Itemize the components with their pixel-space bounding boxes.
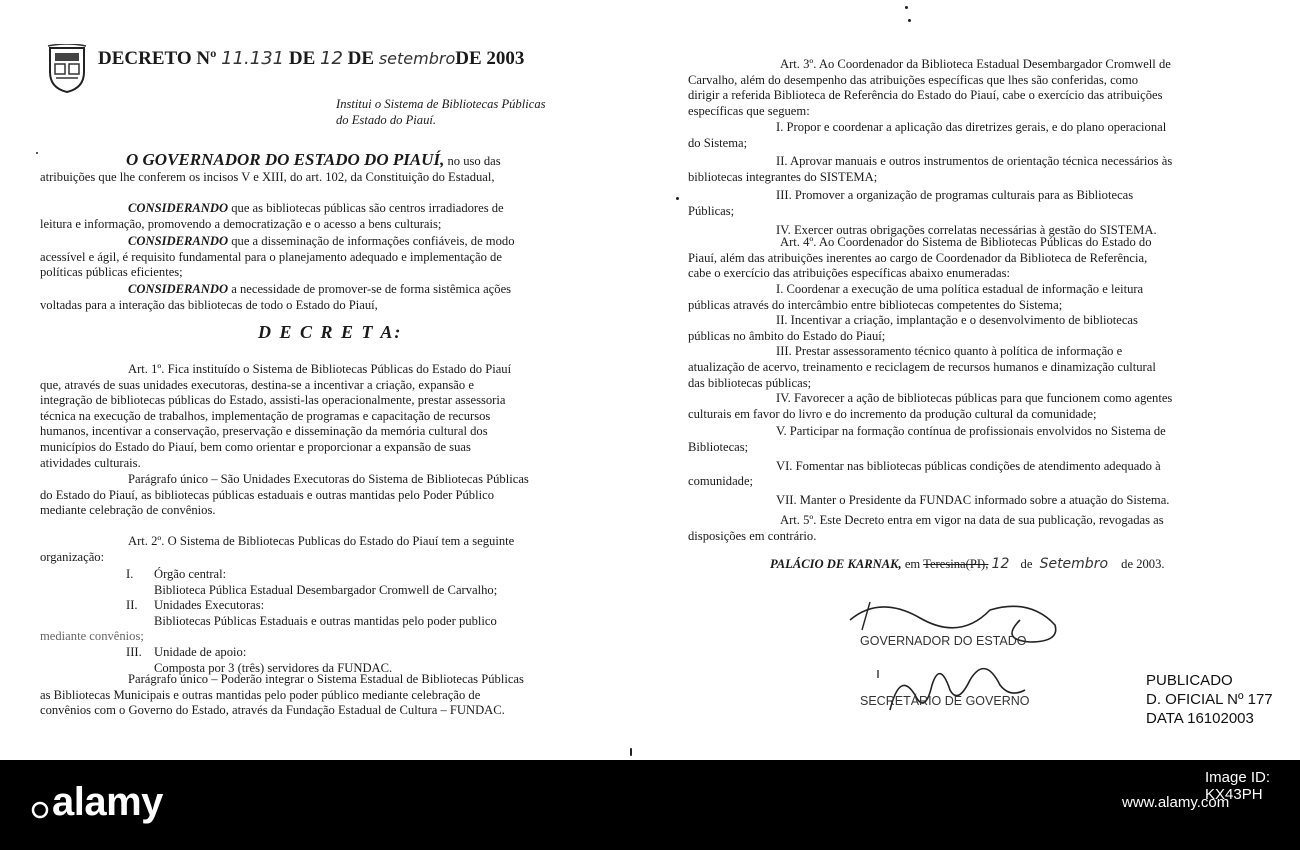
article-3 <box>688 57 1246 119</box>
watermark-band <box>0 760 1300 850</box>
list-item <box>40 598 602 614</box>
item-text: Bibliotecas; <box>688 439 749 454</box>
item-text: do Sistema; <box>688 135 748 150</box>
list-item <box>688 188 1246 219</box>
article-text: Parágrafo único – Poderão integrar o Sistema Estadual de Bibliotecas Públicas <box>128 672 524 686</box>
list-item <box>688 493 1246 509</box>
right-page <box>670 0 1260 760</box>
item-text: bibliotecas integrantes do SISTEMA; <box>688 169 878 184</box>
decree-number: 11.131 <box>221 48 285 69</box>
considerando-text: voltadas para a interação das bibliotecas de todo o Estado do Piauí, <box>40 297 378 312</box>
article-text: cabe o exercício das atribuições específicas abaixo enumeradas: <box>688 266 1011 281</box>
scan-speck <box>905 6 908 9</box>
article-text: Piauí, além das atribuições inerentes ao cargo de Coordenador da Biblioteca de Referência, <box>688 250 1148 265</box>
article-text: atividades culturais. <box>40 455 141 470</box>
summary-line: do Estado do Piauí. <box>336 112 437 127</box>
decree-day: 12 <box>320 48 343 69</box>
list-item <box>688 391 1246 422</box>
signing-place-date <box>770 556 1165 572</box>
article-text: integração de bibliotecas públicas do Estado, assisti-las operacionalmente, prestar assessoria <box>40 393 506 408</box>
signing-year: de 2003. <box>1121 557 1165 571</box>
item-detail: Biblioteca Pública Estadual Desembargador Cromwell de Carvalho; <box>154 582 498 597</box>
list-item <box>688 344 1246 391</box>
considerando-keyword: CONSIDERANDO <box>128 234 229 248</box>
considerando-text: acessível e ágil, é requisito fundamental para o planejamento adequado e implementação de <box>40 249 502 264</box>
article-text: específicas que seguem: <box>688 103 810 118</box>
summary-line: Institui o Sistema de Bibliotecas Públicas <box>336 97 546 111</box>
item-text: V. Participar na formação contínua de profissionais envolvidos no Sistema de <box>776 424 1166 439</box>
left-page <box>28 0 613 760</box>
article-2-items <box>40 567 602 676</box>
alamy-logo-icon <box>30 800 50 820</box>
article-text: disposições em contrário. <box>688 528 817 543</box>
decreta-heading: D E C R E T A: <box>258 322 403 342</box>
article-text: dirigir a referida Biblioteca de Referência do Estado do Piauí, cabe o exercício das atribuições <box>688 88 1163 103</box>
governor-signature-label: GOVERNADOR DO ESTADO <box>860 634 1027 648</box>
item-text: II. Incentivar a criação, implantação e o desenvolvimento de bibliotecas <box>776 313 1138 328</box>
item-text: III. Prestar assessoramento técnico quanto à política de informação e <box>776 344 1123 359</box>
article-text: do Estado do Piauí, as bibliotecas públicas estaduais e outras mantidas pelo Poder Público <box>40 487 494 502</box>
decree-month: setembro <box>378 49 456 68</box>
list-item <box>688 424 1246 455</box>
list-item <box>40 645 602 661</box>
decree-year: DE 2003 <box>455 48 525 69</box>
item-label: Unidades Executoras: <box>154 598 265 613</box>
item-text: III. Promover a organização de programas culturais para as Bibliotecas <box>776 188 1134 203</box>
considerando-text: leitura e informação, promovendo a democratização e o acesso a bens culturais; <box>40 216 442 231</box>
article-text: humanos, incentivar a conservação, preservação e disseminação da memória cultural dos <box>40 424 488 439</box>
article-4 <box>688 235 1246 282</box>
considerando-text: que a disseminação de informações confiáveis, de modo <box>228 234 515 248</box>
signing-city: Teresina(PI), <box>923 557 989 571</box>
item-label: Órgão central: <box>154 567 227 581</box>
item-text: IV. Favorecer a ação de bibliotecas públicas para que funcionem como agentes <box>776 391 1173 406</box>
item-detail: Composta por 3 (três) servidores da FUNDAC. <box>154 660 393 675</box>
considerando-1 <box>40 201 602 232</box>
considerando-2 <box>40 234 602 281</box>
scan-speck <box>630 748 632 756</box>
list-item <box>688 154 1246 185</box>
considerando-keyword: CONSIDERANDO <box>128 201 229 215</box>
decree-summary <box>336 97 616 128</box>
watermark-image-id: Image ID: KX43PH <box>1205 769 1271 803</box>
article-1 <box>40 362 602 471</box>
article-text: Art. 5º. Este Decreto entra em vigor na data de sua publicação, revogadas as <box>780 513 1164 527</box>
article-text: que, através de suas unidades executoras, destina-se a incentivar a criação, expansão e <box>40 377 474 392</box>
governor-text: no uso das <box>444 154 501 168</box>
article-text: Carvalho, além do desempenho das atribuições específicas que lhes são conferidas, como <box>688 72 1139 87</box>
governor-text-line: atribuições que lhe conferem os incisos V e XIII, do art. 102, da Constituição do Estadual, <box>40 170 495 184</box>
scan-speck <box>36 152 38 154</box>
signing-em: em <box>904 557 921 571</box>
palace-name: PALÁCIO DE KARNAK, <box>770 557 902 571</box>
publication-line: D. OFICIAL Nº 177 <box>1146 691 1273 708</box>
item-text: culturais em favor do livro e do incremento da produção cultural da comunidade; <box>688 406 1097 421</box>
signing-de: de <box>1020 557 1033 571</box>
article-text: as Bibliotecas Municipais e outras mantidas pelo poder público mediante celebração de <box>40 687 481 702</box>
governor-heading: O GOVERNADOR DO ESTADO DO PIAUÍ, <box>126 150 445 169</box>
article-3-items <box>688 120 1246 238</box>
article-text: mediante celebração de convênios. <box>40 503 216 518</box>
article-text: organização: <box>40 549 105 564</box>
article-2-paragraph <box>40 672 602 719</box>
decree-de-2: DE <box>347 48 375 69</box>
list-item <box>40 567 602 583</box>
item-text: VII. Manter o Presidente da FUNDAC informado sobre a atuação do Sistema. <box>776 492 1170 507</box>
considerando-text: a necessidade de promover-se de forma sistêmica ações <box>228 282 512 296</box>
item-number: II. <box>126 598 138 613</box>
publication-stamp <box>1146 671 1273 728</box>
signing-day: 12 <box>991 556 1010 572</box>
considerando-keyword: CONSIDERANDO <box>128 282 229 296</box>
decree-title <box>98 48 524 70</box>
decree-de-1: DE <box>288 48 316 69</box>
list-item <box>688 282 1246 313</box>
article-text: municípios do Estado do Piauí, bem como orientar e proporcionar a expansão de suas <box>40 439 471 454</box>
item-text: Públicas; <box>688 203 735 218</box>
list-item <box>688 120 1246 151</box>
scan-speck <box>908 19 911 22</box>
secretary-signature-label: SECRETÁRIO DE GOVERNO <box>860 694 1030 708</box>
publication-line: DATA 16102003 <box>1146 710 1254 727</box>
article-text: Art. 3º. Ao Coordenador da Biblioteca Estadual Desembargador Cromwell de <box>780 57 1171 71</box>
article-text: convênios com o Governo do Estado, através da Fundação Estadual de Cultura – FUNDAC. <box>40 703 505 718</box>
considerando-3 <box>40 282 602 313</box>
item-text: I. Propor e coordenar a aplicação das diretrizes gerais, e do plano operacional <box>776 120 1167 134</box>
article-text: Art. 4º. Ao Coordenador do Sistema de Bibliotecas Públicas do Estado do <box>780 235 1152 249</box>
item-text: públicas no âmbito do Estado do Piauí; <box>688 328 886 343</box>
item-text: públicas através do intercâmbio entre bibliotecas competentes do Sistema; <box>688 297 1063 312</box>
item-text: comunidade; <box>688 474 754 489</box>
watermark-url: www.alamy.com <box>1122 794 1230 811</box>
article-text: técnica na execução de trabalhos, implementação de programas e capacitação de recursos <box>40 408 491 423</box>
item-text: das bibliotecas públicas; <box>688 375 812 390</box>
article-5 <box>688 513 1246 544</box>
list-item <box>688 313 1246 344</box>
considerando-text: políticas públicas eficientes; <box>40 265 183 280</box>
item-number: I. <box>126 567 134 581</box>
signing-month: Setembro <box>1039 556 1109 572</box>
item-detail: mediante convênios; <box>40 629 144 644</box>
article-text: Art. 2º. O Sistema de Bibliotecas Publicas do Estado do Piauí tem a seguinte <box>128 534 515 548</box>
article-4-items <box>688 282 1246 508</box>
item-detail: Bibliotecas Públicas Estaduais e outras mantidas pelo poder publico <box>154 613 497 628</box>
article-1-paragraph <box>40 472 602 519</box>
governor-preamble <box>40 150 602 186</box>
item-text: I. Coordenar a execução de uma política estadual de informação e leitura <box>776 282 1144 296</box>
item-text: VI. Fomentar nas bibliotecas públicas condições de atendimento adequado à <box>776 458 1161 473</box>
considerando-text: que as bibliotecas públicas são centros irradiadores de <box>228 201 504 215</box>
coat-of-arms-icon <box>46 44 88 94</box>
decree-prefix: DECRETO Nº <box>98 48 217 69</box>
watermark-brand: alamy <box>52 780 163 824</box>
article-text: Art. 1º. Fica instituído o Sistema de Bibliotecas Públicas do Estado do Piauí <box>128 362 512 376</box>
item-number: III. <box>126 644 142 659</box>
article-2 <box>40 534 602 565</box>
publication-line: PUBLICADO <box>1146 672 1233 689</box>
item-text: IV. Exercer outras obrigações correlatas necessárias à gestão do SISTEMA. <box>776 222 1157 237</box>
item-label: Unidade de apoio: <box>154 644 247 659</box>
list-item <box>688 459 1246 490</box>
item-text: II. Aprovar manuais e outros instrumentos de orientação técnica necessários às <box>776 154 1173 169</box>
article-text: Parágrafo único – São Unidades Executoras do Sistema de Bibliotecas Públicas <box>128 472 529 486</box>
item-text: atualização de acervo, treinamento e reciclagem de recursos humanos e dinamização cultural <box>688 359 1156 374</box>
scan-speck <box>676 197 679 200</box>
